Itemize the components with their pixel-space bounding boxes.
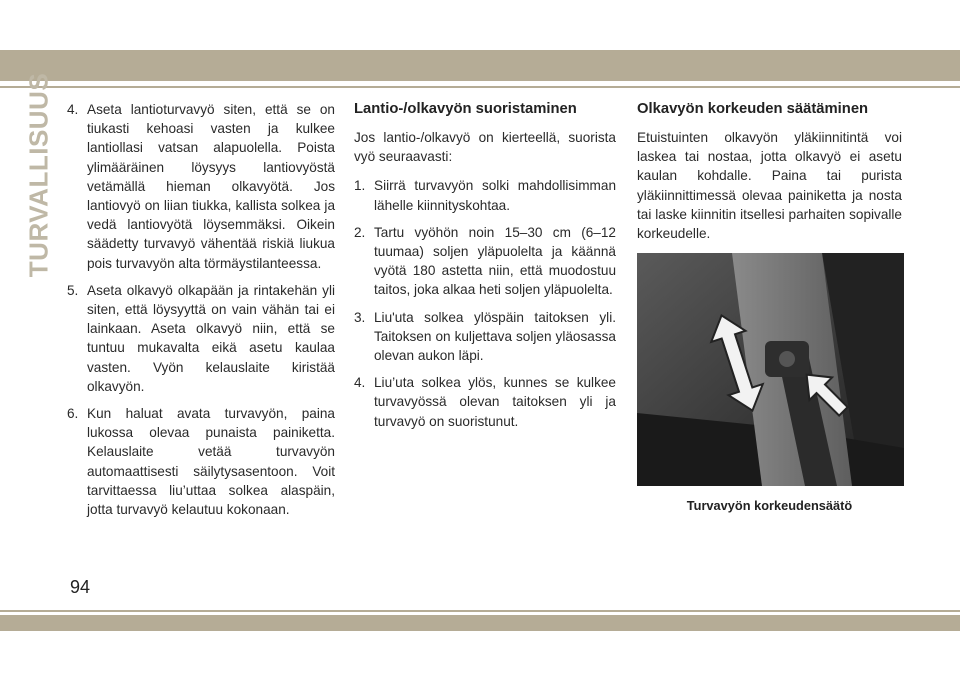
header-band [0, 50, 960, 81]
list-text: Siirrä turvavyön solki mahdollisimman lähelle kiinnityskohtaa. [374, 178, 616, 213]
page-number: 94 [70, 577, 91, 597]
seatbelt-height-adjuster-photo [637, 253, 904, 486]
column-left [67, 100, 335, 527]
intro-paragraph: Etuistuinten olkavyön yläkiinnitintä voi laskea tai nostaa, jotta olkavyö ei asetu kaulan kohdalle. Paina tai purista yläkiinnittimessä olevaa painiketta ja nosta tai laske kiinnitin itsellesi parhaiten sopivalle korkeudelle. [637, 130, 902, 242]
section-heading: Lantio-/olkavyön suoristaminen [354, 101, 577, 117]
list-number: 5. [67, 282, 79, 298]
footer-band [0, 615, 960, 631]
section-tab [23, 72, 54, 278]
seatbelt-illustration [637, 253, 904, 486]
list-number: 6. [67, 406, 79, 422]
list-text: Liu’uta solkea ylös, kunnes se kulkee turvavyössä olevan taitoksen yli ja turvavyö on suoristunut. [374, 375, 616, 429]
list-item [67, 100, 335, 273]
list-number: 4. [67, 102, 79, 117]
list-number: 4. [354, 375, 366, 391]
list-text: Kun haluat avata turvavyön, paina lukossa olevaa punaista painiketta. Kelauslaite vetää turvavyön automaattisesti säilytysasentoon. Voit tarvittaessa liu’uttaa solkea alaspäin, jotta turvavyö kelautuu kokonaan. [87, 406, 335, 518]
list-text: Tartu vyöhön noin 15–30 cm (6–12 tuumaa) soljen yläpuolelta ja käännä vyötä 180 astetta niin, että muodostuu taitos, joka alkaa heti soljen yläpuolelta. [374, 224, 616, 298]
list-text: Aseta lantioturvavyö siten, että se on tiukasti kehoasi vasten ja kulkee lantiollasi vatsan alapuolella. Poista ylimääräinen löysyys lantiovyöstä vetämällä hieman olkavyötä. Jos lantiovyö on liian tiukka, kallista solkea ja vedä lantiovyötä löysemmäksi. Oikein säädetty turvavyö vähentää riskiä liukua pois turvavyön alta törmäystilanteessa. [87, 102, 335, 271]
column-middle [354, 100, 616, 439]
list-number: 1. [354, 178, 366, 194]
footer-rule [0, 610, 960, 612]
header-rule [0, 86, 960, 88]
list-item [354, 223, 616, 300]
list-item [354, 176, 616, 214]
section-heading: Olkavyön korkeuden säätäminen [637, 101, 869, 117]
intro-paragraph: Jos lantio-/olkavyö on kierteellä, suorista vyö seuraavasti: [354, 130, 616, 165]
list-item [67, 404, 335, 519]
section-tab-label: TURVALLISUUS [23, 72, 54, 278]
list-item [354, 308, 616, 366]
list-text: Liu'uta solkea ylöspäin taitoksen yli. Taitoksen on kuljettava soljen yläosassa olevan aukon läpi. [374, 309, 616, 364]
list-item [354, 373, 616, 431]
column-right [637, 100, 902, 515]
list-item [67, 281, 335, 396]
list-number: 2. [354, 224, 366, 240]
list-text: Aseta olkavyö olkapään ja rintakehän yli siten, että löysyyttä on vain vähän tai ei lainkaan. Aseta olkavyö niin, että se tuntuu mukavalta eikä asetu kaulaa vasten. Vyön kelauslaite kiristää olkavyön. [87, 282, 335, 394]
list-number: 3. [354, 309, 366, 325]
figure-caption: Turvavyön korkeudensäätö [686, 498, 853, 514]
